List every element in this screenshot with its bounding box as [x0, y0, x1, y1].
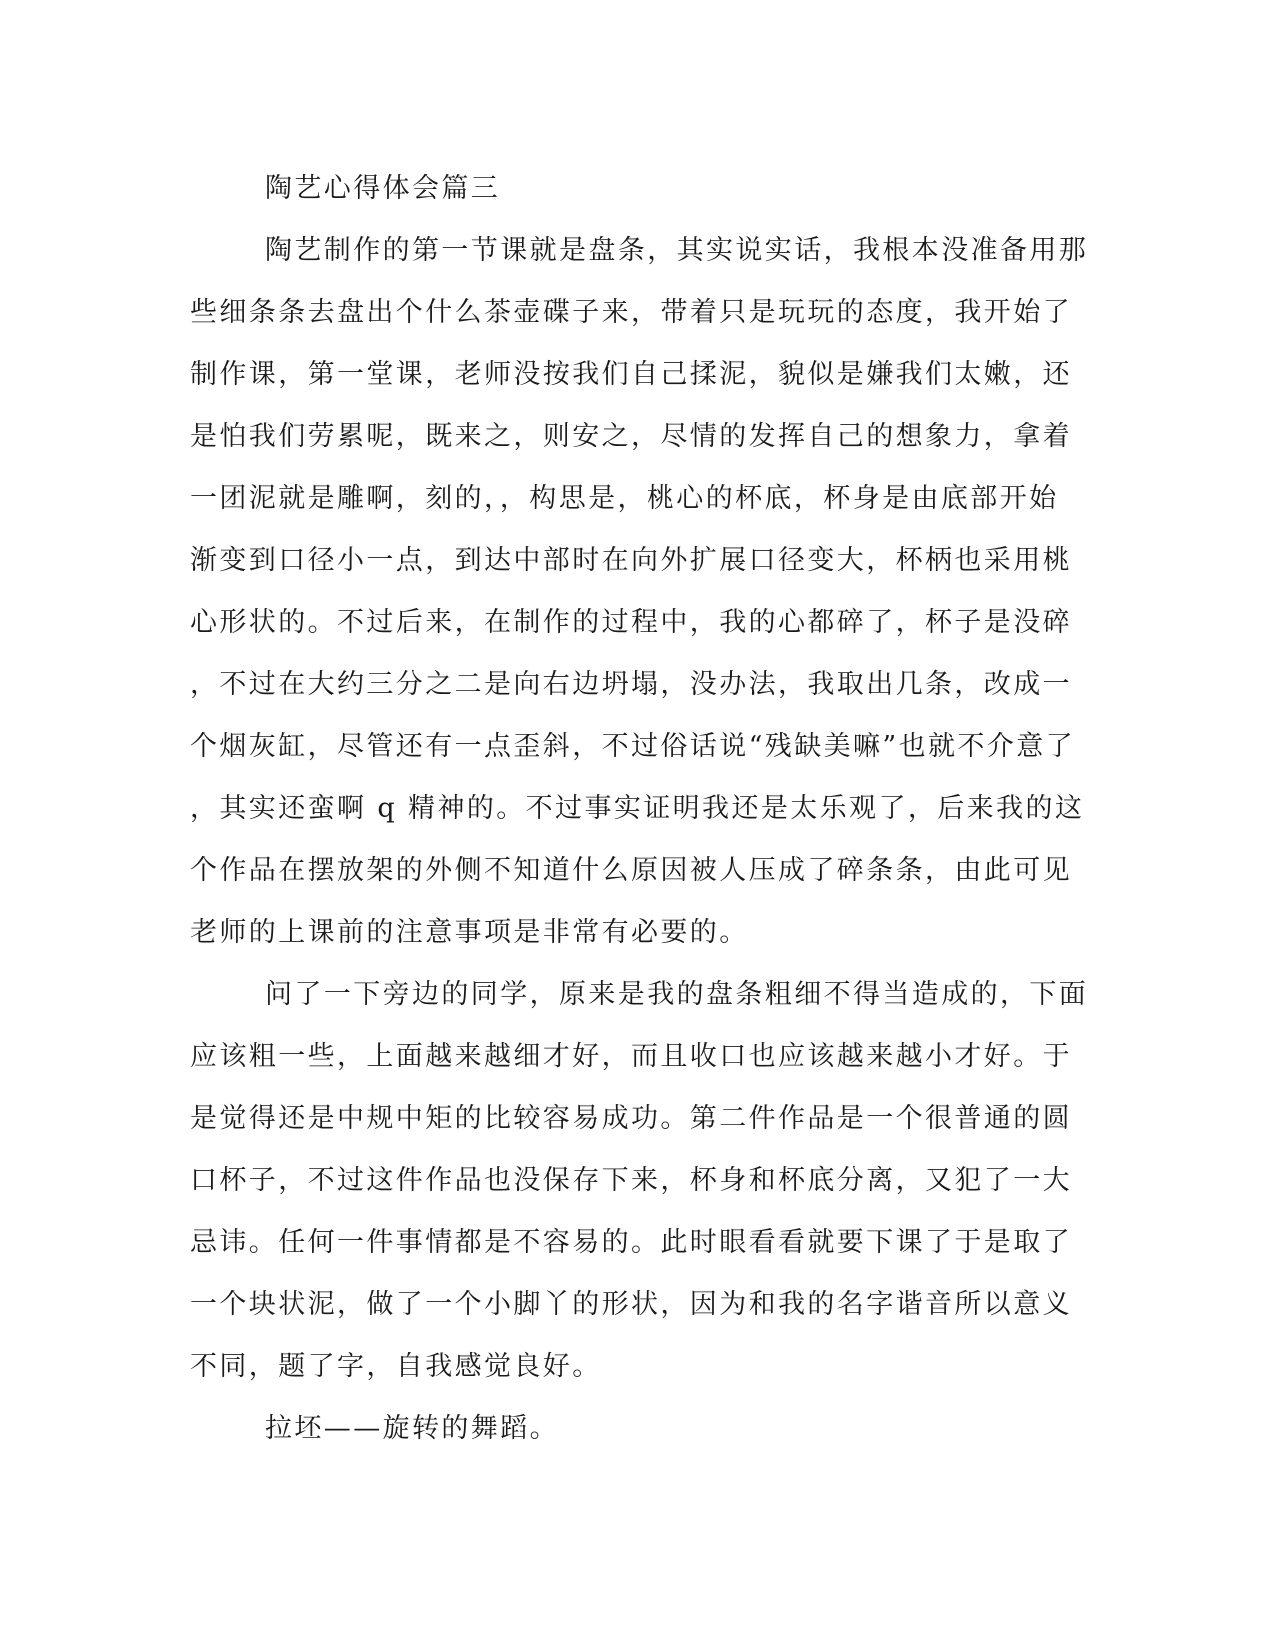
paragraph-line: 拉坯——旋转的舞蹈。 — [265, 1413, 559, 1444]
paragraph-line: 老师的上课前的注意事项是非常有必要的。 — [190, 917, 749, 948]
paragraph-line: 心形状的。不过后来，在制作的过程中，我的心都碎了，杯子是没碎 — [190, 607, 1072, 638]
document-body — [190, 158, 1090, 1460]
paragraph-line: 一团泥就是雕啊，刻的，，构思是，桃心的杯底，杯身是由底部开始 — [190, 483, 1059, 514]
paragraph-2 — [190, 964, 1090, 1398]
paragraph-line: 不同，题了字，自我感觉良好。 — [190, 1351, 602, 1382]
paragraph-line: 一个块状泥，做了一个小脚丫的形状，因为和我的名字谐音所以意义 — [190, 1289, 1072, 1320]
paragraph-line: 是怕我们劳累呢，既来之，则安之，尽情的发挥自己的想象力，拿着 — [190, 421, 1072, 452]
paragraph-line: 口杯子，不过这件作品也没保存下来，杯身和杯底分离，又犯了一大 — [190, 1165, 1072, 1196]
paragraph-line: 些细条条去盘出个什么茶壶碟子来，带着只是玩玩的态度，我开始了 — [190, 297, 1072, 328]
paragraph-line: 个烟灰缸，尽管还有一点歪斜，不过俗话说“残缺美嘛”也就不介意了 — [190, 731, 1076, 762]
paragraph-line: ，其实还蛮啊 q 精神的。不过事实证明我还是太乐观了，后来我的这 — [190, 793, 1085, 824]
paragraph-line: 制作课，第一堂课，老师没按我们自己揉泥，貌似是嫌我们太嫩，还 — [190, 359, 1072, 390]
paragraph-line: 个作品在摆放架的外侧不知道什么原因被人压成了碎条条，由此可见 — [190, 855, 1072, 886]
paragraph-1 — [190, 220, 1090, 964]
paragraph-line: ，不过在大约三分之二是向右边坍塌，没办法，我取出几条，改成一 — [190, 669, 1072, 700]
paragraph-line: 应该粗一些，上面越来越细才好，而且收口也应该越来越小才好。于 — [190, 1041, 1072, 1072]
document-heading: 陶艺心得体会篇三 — [265, 173, 501, 204]
paragraph-line: 问了一下旁边的同学，原来是我的盘条粗细不得当造成的，下面 — [265, 979, 1089, 1010]
paragraph-line: 是觉得还是中规中矩的比较容易成功。第二件作品是一个很普通的圆 — [190, 1103, 1072, 1134]
paragraph-3 — [190, 1398, 1090, 1460]
paragraph-line: 渐变到口径小一点，到达中部时在向外扩展口径变大，杯柄也采用桃 — [190, 545, 1072, 576]
paragraph-line: 忌讳。任何一件事情都是不容易的。此时眼看看就要下课了于是取了 — [190, 1227, 1072, 1258]
paragraph-line: 陶艺制作的第一节课就是盘条，其实说实话，我根本没准备用那 — [265, 235, 1089, 266]
